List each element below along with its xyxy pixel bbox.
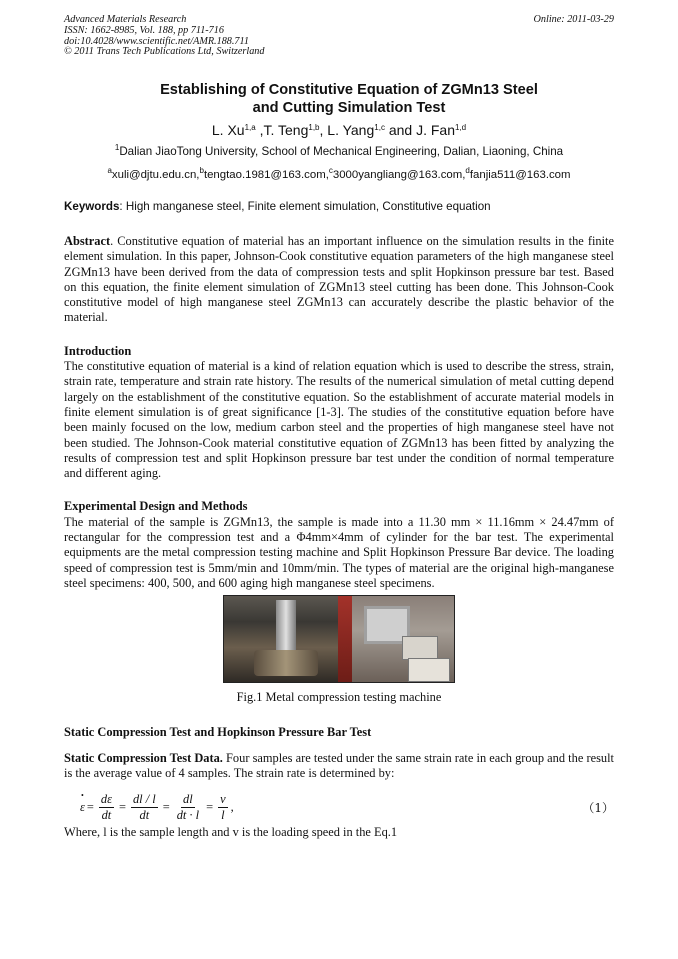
keywords-label: Keywords <box>64 200 120 213</box>
journal-info <box>64 15 264 58</box>
author-name: T. Teng <box>263 122 309 138</box>
figure-1 <box>64 595 614 705</box>
author-name: L. Yang <box>327 122 375 138</box>
doi-line: doi:10.4028/www.scientific.net/AMR.188.711 <box>64 35 249 47</box>
eq-equals: = <box>118 799 126 814</box>
affiliation-text: Dalian JiaoTong University, School of Mechanical Engineering, Dalian, Liaoning, China <box>119 145 564 158</box>
compression-machine-photo <box>224 596 338 682</box>
eq-fraction <box>218 792 228 823</box>
figure-caption: Fig.1 Metal compression testing machine <box>236 690 442 705</box>
section-heading-static: Static Compression Test and Hopkinson Pressure Bar Test <box>64 725 372 740</box>
eq-den: dt <box>139 807 150 822</box>
section-heading-introduction: Introduction <box>64 343 132 358</box>
keywords <box>64 200 614 214</box>
static-body: Four samples are tested under the same strain rate in each group and the result is the average value of 4 samples. The strain rate is determined by: <box>64 750 614 780</box>
email-sup: b <box>199 166 204 175</box>
author-sup: 1,d <box>454 123 467 132</box>
equation-number: （1） <box>582 801 614 816</box>
eq-equals: = <box>206 799 214 814</box>
eq-den: l <box>221 807 225 822</box>
paper-title <box>94 81 604 117</box>
email-sup: d <box>465 166 470 175</box>
experimental-text: The material of the sample is ZGMn13, the sample is made into a 11.30 mm × 11.16mm × 24.47mm of rectangular for the compression test and a Φ4mm×4mm of cylinder for the bar test. The experimental equipments are the metal compression testing machine and Split Hopkinson Pressure Bar device. The loading speed of compression test is 5mm/min and 10mm/min. The types of material are the original high-manganese steel specimens: 400, 500, and 600 aging high manganese steel specimens. <box>64 514 614 590</box>
email-address[interactable]: fanjia511@163.com <box>469 169 571 181</box>
affiliation-sup: 1 <box>114 143 120 152</box>
eq-equals: = <box>86 799 94 814</box>
author-sup: 1,a <box>244 123 256 132</box>
introduction-text: The constitutive equation of material is a kind of relation equation which is used to describe the stress, strain, strain rate, temperature and strain rate history. The results of the numerical simulation of metal cutting depend largely on the establishment of the constitutive equation. So the establishment of accurate material models in finite element simulation is of great significance [1-3]. The studies of the constitutive equation before have been mainly focused on the low, medium carbon steel and the properties of high manganese steel have not been studied. The Johnson-Cook material constitutive equation of ZGMn13 has been fitted by analyzing the results of compression test and split Hopkinson pressure bar test under the condition of normal temperature and different aging. <box>64 359 614 481</box>
eq-num: v <box>220 791 226 806</box>
running-header <box>64 15 614 65</box>
email-address[interactable]: 3000yangliang@163.com, <box>332 169 466 181</box>
eq-den: dt <box>101 807 112 822</box>
online-date: Online: 2011-03-29 <box>533 14 614 25</box>
author-list <box>64 121 614 139</box>
eq-equals: = <box>162 799 170 814</box>
email-address[interactable]: xuli@djtu.edu.cn, <box>111 169 200 181</box>
eq-fraction <box>131 792 158 823</box>
eq-lhs: • ε <box>80 800 85 815</box>
email-sup: a <box>107 166 112 175</box>
eq-num: dl <box>183 791 193 806</box>
author-sep: , <box>255 122 264 138</box>
eq-num: dε <box>100 791 112 806</box>
keywords-text: : High manganese steel, Finite element simulation, Constitutive equation <box>119 200 491 213</box>
section-heading-experimental: Experimental Design and Methods <box>64 499 248 514</box>
abstract-label: Abstract <box>64 234 111 248</box>
eq-fraction <box>99 792 114 823</box>
author-sep: , <box>319 122 328 138</box>
email-sup: c <box>328 166 333 175</box>
figure-photos <box>223 595 455 683</box>
journal-name: Advanced Materials Research <box>64 14 187 25</box>
eq-tail: , <box>230 799 234 814</box>
static-text <box>64 751 614 782</box>
author-sup: 1,b <box>308 123 320 132</box>
testing-equipment-photo <box>338 596 454 682</box>
equation-1 <box>64 789 614 825</box>
static-subheading: Static Compression Test Data. <box>64 750 223 765</box>
author-sup: 1,c <box>374 123 385 132</box>
affiliation <box>64 145 614 159</box>
title-line-1: Establishing of Constitutive Equation of ZGMn13 Steel <box>160 82 538 98</box>
issn-line: ISSN: 1662-8985, Vol. 188, pp 711-716 <box>64 24 224 36</box>
eq-num: dl / l <box>132 791 156 806</box>
eq-den: dt · l <box>176 807 200 822</box>
copyright-line: © 2011 Trans Tech Publications Ltd, Switzerland <box>64 46 265 58</box>
paper-page <box>64 15 614 840</box>
email-list <box>64 168 614 182</box>
author-name: L. Xu <box>211 122 245 138</box>
author-sep: and <box>384 122 417 138</box>
author-name: J. Fan <box>416 122 455 138</box>
email-address[interactable]: tengtao.1981@163.com, <box>203 169 329 181</box>
title-line-2: and Cutting Simulation Test <box>252 100 446 116</box>
where-text: Where, l is the sample length and v is the loading speed in the Eq.1 <box>64 825 398 840</box>
abstract <box>64 234 614 326</box>
abstract-text: . Constitutive equation of material has an important influence on the simulation results in the finite element simulation. In this paper, Johnson-Cook constitutive equation parameters of the high manganese steel ZGMn13 have been derived from the data of compression tests and split Hopkinson pressure bar test. Based on this equation, the finite element simulation of ZGMn13 steel cutting has been done. This Johnson-Cook constitutive model of high manganese steel ZGMn13 can accurately describe the plastic behavior of the material. <box>64 234 614 325</box>
eq-fraction <box>175 792 201 823</box>
